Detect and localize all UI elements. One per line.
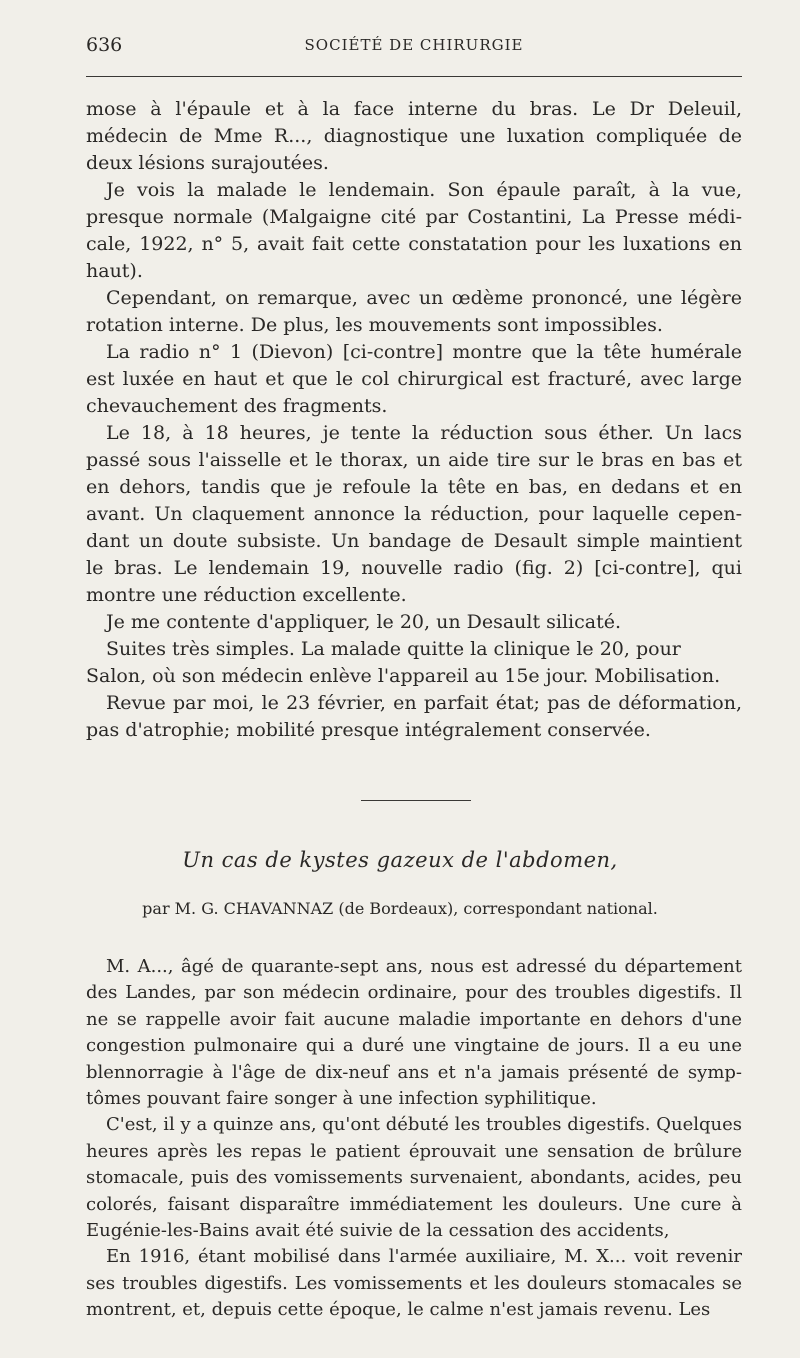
text-line: La radio n° 1 (Dievon) [ci-contre] montre que la tête humérale [106, 341, 742, 363]
text-line: Suites très simples. La malade quitte la clinique le 20, pour [106, 638, 681, 660]
text-line: Eugénie-les-Bains avait été suivie de la cessation des accidents, [86, 1219, 670, 1241]
text-line: haut). [86, 260, 143, 282]
text-line: montrent, et, depuis cette époque, le calme n'est jamais revenu. Les [86, 1299, 711, 1321]
page-number: 636 [86, 34, 123, 56]
text-line: blennorragie à l'âge de dix-neuf ans et n'a jamais présenté de symp- [86, 1061, 742, 1083]
text-line: Le 18, à 18 heures, je tente la réduction sous éther. Un lacs [106, 422, 742, 444]
text-line: presque normale (Malgaigne cité par Costantini, La Presse médi- [86, 206, 742, 228]
text-line: congestion pulmonaire qui a duré une vingtaine de jours. Il a eu une [86, 1035, 742, 1057]
text-line: Salon, où son médecin enlève l'appareil au 15e jour. Mobilisation. [86, 665, 721, 687]
article-body [86, 954, 742, 1323]
text-line: en dehors, tandis que je refoule la tête en bas, en dedans et en [86, 476, 742, 498]
text-line: des Landes, par son médecin ordinaire, pour des troubles digestifs. Il [86, 982, 742, 1004]
text-line: dant un doute subsiste. Un bandage de Desault simple maintient [86, 530, 742, 552]
article-title: Un cas de kystes gazeux de l'abdomen, [182, 848, 618, 872]
text-line: rotation interne. De plus, les mouvements sont impossibles. [86, 314, 663, 336]
text-line: Revue par moi, le 23 février, en parfait état; pas de déformation, [106, 692, 742, 714]
text-line: chevauchement des fragments. [86, 395, 388, 417]
text-line: En 1916, étant mobilisé dans l'armée auxiliaire, M. X... voit revenir [106, 1246, 742, 1268]
text-line: passé sous l'aisselle et le thorax, un aide tire sur le bras en bas et [86, 449, 742, 471]
text-line: deux lésions surajoutées. [86, 152, 329, 174]
text-line: cale, 1922, n° 5, avait fait cette constatation pour les luxations en [86, 233, 742, 255]
text-line: Je vois la malade le lendemain. Son épaule paraît, à la vue, [106, 179, 742, 201]
text-line: stomacale, puis des vomissements survenaient, abondants, acides, peu [86, 1167, 742, 1189]
text-line: pas d'atrophie; mobilité presque intégralement conservée. [86, 719, 651, 741]
text-line: médecin de Mme R..., diagnostique une luxation compliquée de [86, 125, 742, 147]
text-line: Cependant, on remarque, avec un œdème prononcé, une légère [106, 287, 742, 309]
text-line: le bras. Le lendemain 19, nouvelle radio (fig. 2) [ci-contre], qui [86, 557, 742, 579]
text-line: ne se rappelle avoir fait aucune maladie importante en dehors d'une [86, 1008, 742, 1030]
text-line: M. A..., âgé de quarante-sept ans, nous est adressé du département [106, 956, 742, 977]
section-continuation [86, 96, 742, 744]
text-line: Je me contente d'appliquer, le 20, un Desault silicaté. [106, 611, 622, 633]
text-line: ses troubles digestifs. Les vomissements et les douleurs stomacales se [86, 1272, 742, 1294]
text-line: montre une réduction excellente. [86, 584, 407, 606]
text-line: mose à l'épaule et à la face interne du bras. Le Dr Deleuil, [86, 98, 742, 120]
article-byline: par M. G. CHAVANNAZ (de Bordeaux), correspondant national. [142, 899, 658, 918]
text-line: C'est, il y a quinze ans, qu'ont débuté les troubles digestifs. Quelques [106, 1114, 742, 1136]
text-line: tômes pouvant faire songer à une infection syphilitique. [86, 1087, 597, 1109]
header-rule [86, 76, 742, 77]
text-line: avant. Un claquement annonce la réduction, pour laquelle cepen- [86, 503, 742, 525]
page-header [86, 34, 742, 64]
text-line: colorés, faisant disparaître immédiatement les douleurs. Une cure à [86, 1193, 742, 1215]
section-separator [361, 800, 471, 801]
text-line: est luxée en haut et que le col chirurgical est fracturé, avec large [86, 368, 742, 390]
text-line: heures après les repas le patient éprouvait une sensation de brûlure [86, 1140, 742, 1162]
running-title: SOCIÉTÉ DE CHIRURGIE [304, 36, 524, 54]
